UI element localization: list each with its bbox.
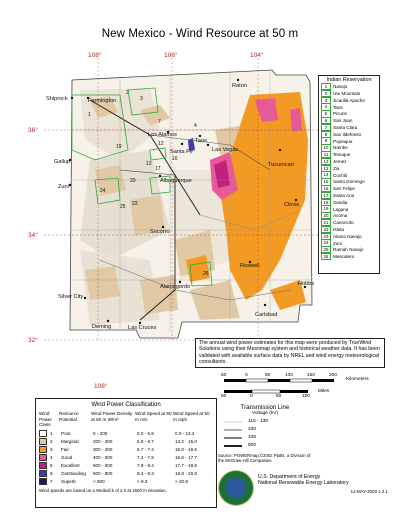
- wpc-swatch: [39, 438, 47, 445]
- wpc-cell-ms: 8.4 - 9.3: [137, 471, 154, 477]
- km-tick-4: 150: [307, 373, 316, 378]
- reservation-name: Jicarilla Apache: [333, 97, 365, 103]
- wpc-header-class: Wind Power Class: [39, 411, 53, 428]
- reservation-name: Jemez: [333, 158, 347, 164]
- km-unit: Kilometers: [346, 377, 369, 382]
- reservation-name: San Felipe: [333, 186, 355, 192]
- wpc-title: Wind Power Classification: [91, 402, 161, 408]
- transmission-title: Transmission Line: [240, 405, 290, 411]
- city-carlsbad: Carlsbad: [255, 312, 278, 318]
- reservation-name: Santa Ana: [333, 192, 355, 198]
- reservation-name: Zuni: [333, 240, 342, 246]
- mi-unit: Miles: [318, 389, 330, 394]
- svg-text:24: 24: [100, 188, 106, 194]
- reservation-name: San Juan: [333, 118, 353, 124]
- wpc-cell-cls: 3: [50, 447, 53, 453]
- transmission-line-swatches: [224, 419, 244, 453]
- wpc-cell-cls: 4: [50, 455, 53, 461]
- wpc-cell-ms: 7.9 - 8.4: [137, 463, 154, 469]
- reservation-name: San Ildefonso: [333, 131, 362, 137]
- reservation-number: 26: [321, 253, 331, 260]
- reservation-name: Alamo Navajo: [333, 233, 362, 239]
- transmission-legend: [218, 405, 312, 473]
- city-gallup: Gallup: [54, 159, 71, 165]
- wpc-swatch: [39, 446, 47, 453]
- reservation-name: Cochiti: [333, 172, 348, 178]
- reservation-name: Canoncito: [333, 220, 354, 226]
- reservation-name: Santa Clara: [333, 124, 358, 130]
- svg-text:4: 4: [194, 123, 197, 129]
- lon-label-108: 108°: [88, 52, 102, 59]
- reservation-number: 22: [321, 226, 331, 233]
- wpc-cell-potential: Superb: [61, 479, 76, 485]
- reservation-name: Navajo: [333, 84, 348, 90]
- wpc-swatch: [39, 478, 47, 485]
- footer-lab: National Renewable Energy Laboratory: [258, 480, 349, 487]
- city-las-cruces: Las Cruces: [128, 325, 157, 331]
- wpc-rows: [36, 430, 216, 486]
- reservation-number: 8: [321, 131, 331, 138]
- wpc-row: [36, 438, 216, 446]
- wpc-cell-density: 400 - 500: [93, 455, 113, 461]
- reservation-number: 3: [321, 97, 331, 104]
- svg-text:2: 2: [126, 90, 129, 96]
- wind-power-classification: [35, 398, 217, 508]
- city-tucumcari: Tucumcari: [268, 162, 294, 168]
- reservation-number: 2: [321, 90, 331, 97]
- city-santa-fe: Santa Fe: [170, 149, 193, 155]
- reservation-name: Ramah Navajo: [333, 247, 364, 253]
- reservation-name: Santo Domingo: [333, 179, 365, 185]
- wpc-cell-mph: 0.0 - 13.2: [175, 431, 195, 437]
- lon-label-bottom-108: 108°: [94, 383, 108, 390]
- wpc-cell-mph: 16.6 - 17.7: [175, 455, 197, 461]
- svg-text:13: 13: [146, 161, 152, 167]
- wpc-swatch: [39, 462, 47, 469]
- city-socorro: Socorro: [150, 229, 170, 235]
- svg-text:25: 25: [120, 204, 126, 210]
- indian-reservation-list: [319, 83, 379, 260]
- wpc-cell-cls: 5: [50, 463, 53, 469]
- methodology-note: The annual wind power estimates for this map were produced by TrueWind Solutions using their Mesomap system and historical weather data. It has been validated with available surface data by NREL and wind energy meteorological consultants.: [195, 338, 385, 368]
- svg-text:17: 17: [155, 166, 161, 172]
- wpc-cell-mph: > 20.8: [175, 479, 188, 485]
- wpc-cell-density: 500 - 600: [93, 463, 113, 469]
- km-tick-2: 50: [265, 373, 271, 378]
- map-title: New Mexico - Wind Resource at 50 m: [101, 28, 299, 40]
- wpc-header-speed-ms: Wind Speed at 50 m m/s: [135, 411, 172, 422]
- reservation-number: 5: [321, 110, 331, 117]
- city-albuquerque: Albuquerque: [160, 178, 192, 184]
- reservation-entry: [319, 253, 379, 260]
- reservation-number: 18: [321, 199, 331, 206]
- wpc-footnote: Wind speeds are based on a Weibull k of 2.0 at 1500 m elevation.: [39, 487, 167, 493]
- city-zuni: Zuni: [58, 184, 69, 190]
- wpc-cell-mph: 15.0 - 16.6: [175, 447, 197, 453]
- svg-text:12: 12: [158, 141, 164, 147]
- svg-text:3: 3: [140, 96, 143, 102]
- wpc-row: [36, 446, 216, 454]
- reservation-number: 6: [321, 117, 331, 124]
- reservation-name: Mescalero: [333, 254, 355, 260]
- wpc-header-speed-mph: Wind Speed at 50 m mph: [173, 411, 210, 422]
- lat-label-34: 34°: [28, 232, 38, 239]
- wpc-cell-density: 200 - 300: [93, 439, 113, 445]
- wpc-cell-density: 300 - 400: [93, 447, 113, 453]
- wpc-cell-potential: Marginal: [61, 439, 79, 445]
- transmission-level-115: 115 - 138: [248, 419, 268, 424]
- reservation-number: 9: [321, 137, 331, 144]
- wpc-cell-ms: 7.4 - 7.9: [137, 455, 154, 461]
- reservation-number: 15: [321, 178, 331, 185]
- wpc-cell-potential: Outstanding: [61, 471, 86, 477]
- reservation-name: Laguna: [333, 206, 349, 212]
- mi-tick-0: 50: [221, 394, 227, 399]
- wpc-cell-density: > 800: [93, 479, 105, 485]
- km-tick-5: 200: [329, 373, 338, 378]
- city-clovis: Clovis: [284, 202, 300, 208]
- city-silver-city: Silver City: [58, 294, 84, 300]
- wpc-row: [36, 462, 216, 470]
- svg-text:23: 23: [132, 201, 138, 207]
- reservation-number: 13: [321, 165, 331, 172]
- wpc-cell-ms: 5.9 - 6.7: [137, 439, 154, 445]
- city-los-alamos: Los Alamos: [148, 132, 177, 138]
- reservation-number: 16: [321, 185, 331, 192]
- reservation-number: 19: [321, 205, 331, 212]
- reservation-name: Ute Mountain: [333, 90, 361, 96]
- km-tick-3: 100: [285, 373, 294, 378]
- city-raton: Raton: [232, 83, 247, 89]
- svg-text:19: 19: [116, 144, 122, 150]
- km-tick-1: 0: [245, 373, 248, 378]
- reservation-number: 17: [321, 192, 331, 199]
- svg-text:26: 26: [203, 271, 209, 277]
- svg-text:1: 1: [88, 112, 91, 118]
- wpc-cell-potential: Good: [61, 455, 73, 461]
- reservation-number: 21: [321, 219, 331, 226]
- wpc-cell-cls: 1: [50, 431, 53, 437]
- reservation-name: Nambe: [333, 145, 348, 151]
- reservation-number: 4: [321, 103, 331, 110]
- city-deming: Deming: [92, 324, 112, 330]
- footer: [258, 474, 388, 495]
- city-taos: Taos: [195, 138, 207, 144]
- wpc-swatch: [39, 454, 47, 461]
- km-tick-0: 50: [221, 373, 227, 378]
- doe-logo-icon: [218, 470, 254, 506]
- transmission-subtitle: Voltage (kV): [251, 411, 279, 416]
- reservation-name: Sandia: [333, 199, 348, 205]
- reservation-name: Zia: [333, 165, 340, 171]
- city-alamogordo: Alamogordo: [160, 284, 191, 290]
- mi-tick-1: 0: [250, 394, 253, 399]
- reservation-number: 1: [321, 83, 331, 90]
- reservation-number: 14: [321, 171, 331, 178]
- wpc-cell-mph: 18.8 - 20.8: [175, 471, 197, 477]
- footer-date: 12-MAY-2003 1.2.1: [350, 488, 388, 494]
- city-las-vegas: Las Vegas: [212, 147, 239, 153]
- wpc-header-density: Wind Power Density at 50 m W/m²: [91, 411, 133, 422]
- doe-logo-inner: [226, 478, 246, 498]
- reservation-name: Isleta: [333, 226, 344, 232]
- wpc-cell-potential: Excellent: [61, 463, 80, 469]
- wpc-cell-ms: 0.0 - 5.9: [137, 431, 154, 437]
- reservation-name: Picuris: [333, 111, 347, 117]
- reservation-number: 11: [321, 151, 331, 158]
- transmission-level-230: 230: [248, 427, 257, 432]
- wpc-cell-mph: 17.7 - 18.8: [175, 463, 197, 469]
- city-hobbs: Hobbs: [298, 281, 315, 287]
- reservation-number: 20: [321, 212, 331, 219]
- wpc-cell-potential: Poor: [61, 431, 71, 437]
- reservation-number: 7: [321, 124, 331, 131]
- reservation-name: Acoma: [333, 213, 348, 219]
- wpc-row: [36, 470, 216, 478]
- wpc-cell-density: 600 - 800: [93, 471, 113, 477]
- wpc-row: [36, 478, 216, 486]
- reservation-number: 10: [321, 144, 331, 151]
- mi-tick-2: 50: [276, 394, 282, 399]
- svg-text:16: 16: [172, 156, 178, 162]
- wpc-cell-cls: 2: [50, 439, 53, 445]
- wpc-row: [36, 430, 216, 438]
- svg-text:7: 7: [158, 119, 161, 125]
- reservation-name: Tesuque: [333, 152, 351, 158]
- wpc-header-potential: Resource Potential: [59, 411, 79, 422]
- reservation-number: 25: [321, 246, 331, 253]
- wpc-cell-ms: 6.7 - 7.4: [137, 447, 154, 453]
- lat-label-36: 36°: [28, 127, 38, 134]
- city-farmington: Farmington: [88, 98, 117, 104]
- transmission-level-345: 345: [248, 435, 257, 440]
- mi-tick-3: 100: [302, 394, 311, 399]
- indian-reservation-legend: [318, 75, 380, 274]
- reservation-number: 23: [321, 233, 331, 240]
- reservation-name: Pojoaque: [333, 138, 353, 144]
- wpc-cell-cls: 7: [50, 479, 53, 485]
- wpc-swatch: [39, 470, 47, 477]
- city-roswell: Roswell: [240, 263, 260, 269]
- transmission-source: Source: POWERmap,©2002 Platts, a Division of the McGraw-Hill Companies: [218, 453, 311, 463]
- reservation-name: Taos: [333, 104, 343, 110]
- reservation-number: 12: [321, 158, 331, 165]
- svg-text:20: 20: [130, 178, 136, 184]
- wpc-cell-cls: 6: [50, 471, 53, 477]
- wpc-cell-mph: 13.2 - 15.0: [175, 439, 197, 445]
- lat-label-32: 32°: [28, 337, 38, 344]
- wpc-swatch: [39, 430, 47, 437]
- reservation-number: 24: [321, 239, 331, 246]
- lon-label-106: 106°: [164, 52, 178, 59]
- transmission-level-500: 500: [248, 443, 257, 448]
- wpc-cell-density: 0 - 200: [93, 431, 108, 437]
- scale-bar: [218, 374, 388, 402]
- lon-label-104: 104°: [250, 52, 264, 59]
- city-shiprock: Shiprock: [46, 96, 68, 102]
- wpc-cell-ms: > 9.3: [137, 479, 148, 485]
- indian-reservation-title: Indian Reservation: [326, 77, 372, 83]
- footer-agency: U.S. Department of Energy: [258, 474, 321, 480]
- wpc-row: [36, 454, 216, 462]
- wpc-header: [36, 408, 216, 430]
- wpc-cell-potential: Fair: [61, 447, 69, 453]
